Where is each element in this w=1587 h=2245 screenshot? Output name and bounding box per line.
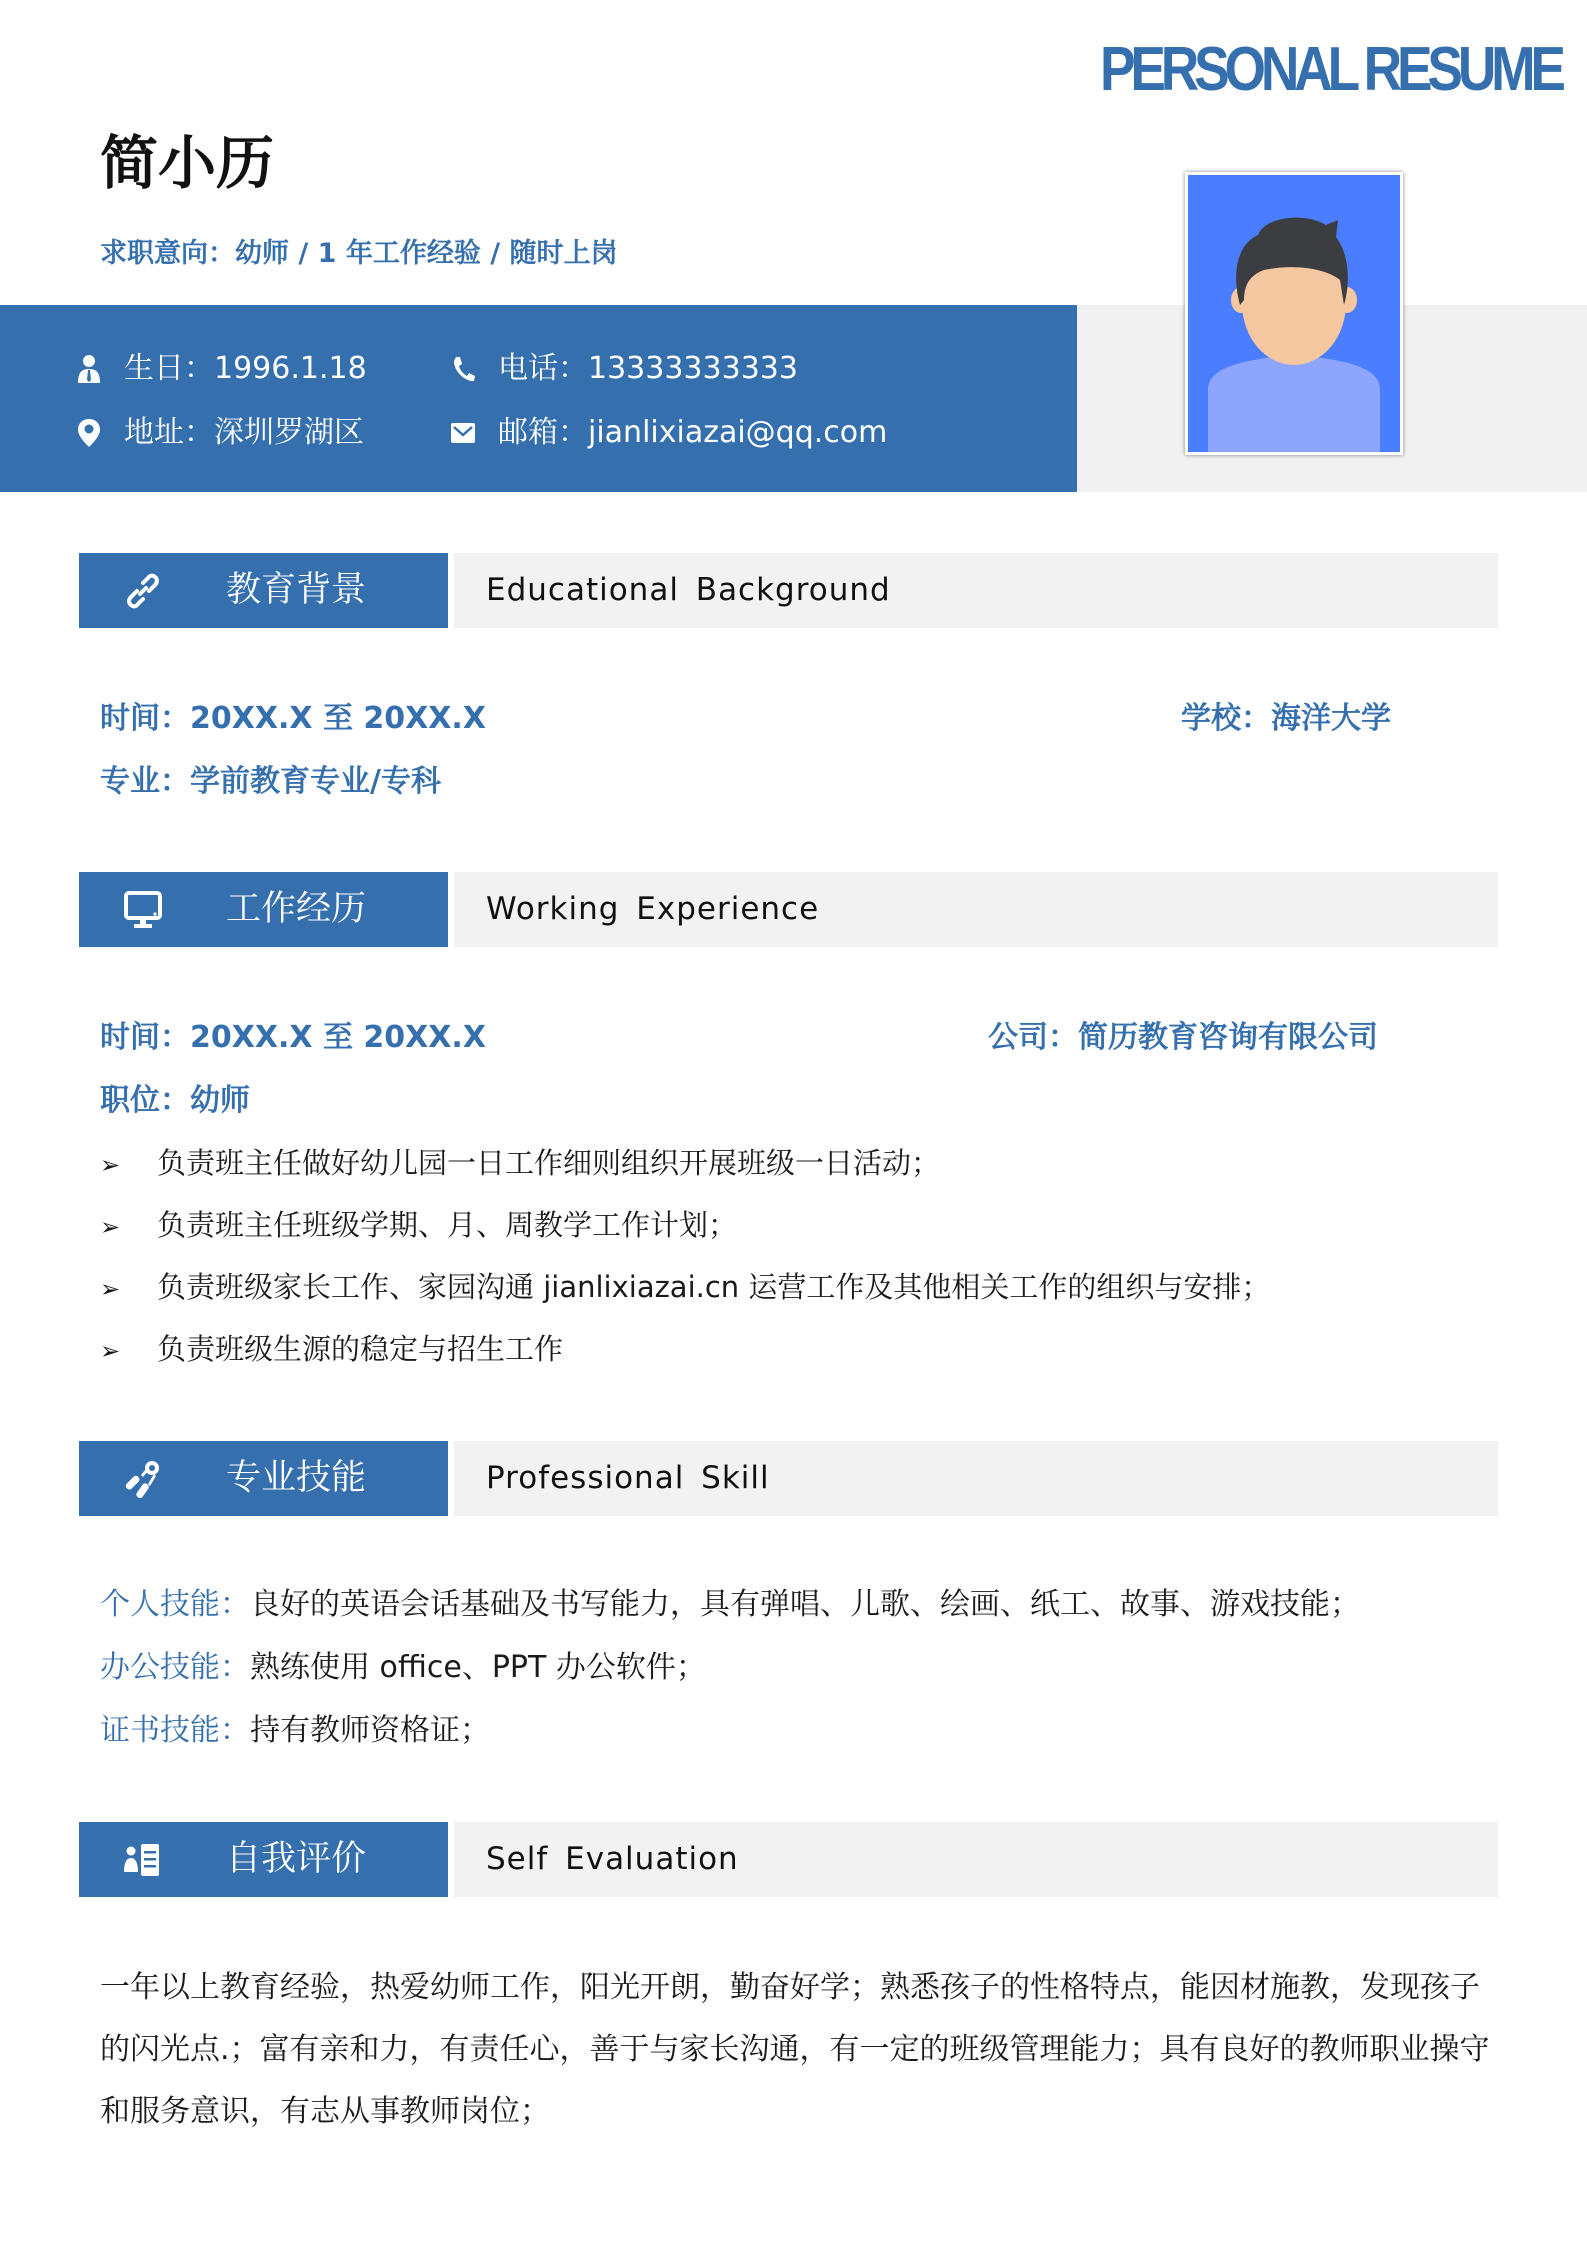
education-major: 专业：学前教育专业/专科 bbox=[100, 764, 441, 799]
email-label: 邮箱： bbox=[498, 415, 588, 450]
skill-item: 证书技能：持有教师资格证； bbox=[100, 1713, 490, 1748]
work-bullet: ➢ 负责班级家长工作、家园沟通 jianlixiazai.cn 运营工作及其他相关工作的组织与安排； bbox=[100, 1267, 1270, 1309]
education-title-cn: 教育背景 bbox=[226, 570, 367, 610]
arrow-bullet-icon: ➢ bbox=[100, 1213, 121, 1241]
work-title-cn: 工作经历 bbox=[226, 889, 367, 929]
work-bullet: ➢ 负责班主任班级学期、月、周教学工作计划； bbox=[100, 1205, 737, 1247]
address-label: 地址： bbox=[124, 415, 214, 450]
phone-icon bbox=[448, 354, 478, 384]
arrow-bullet-icon: ➢ bbox=[100, 1275, 121, 1303]
user-icon bbox=[74, 354, 104, 384]
job-intent: 求职意向：幼师 / 1 年工作经验 / 随时上岗 bbox=[100, 238, 618, 269]
section-header-skills bbox=[79, 1441, 1498, 1516]
skill-item: 办公技能：熟练使用 office、PPT 办公软件； bbox=[100, 1650, 706, 1685]
work-bullet: ➢ 负责班级生源的稳定与招生工作 bbox=[100, 1329, 563, 1371]
work-bullet: ➢ 负责班主任做好幼儿园一日工作细则组织开展班级一日活动； bbox=[100, 1143, 940, 1185]
work-company: 公司：简历教育咨询有限公司 bbox=[988, 1020, 1378, 1055]
section-header-education bbox=[79, 553, 1498, 628]
hand-grip-icon bbox=[123, 1459, 163, 1499]
section-header-work bbox=[79, 872, 1498, 947]
work-time: 时间：20XX.X 至 20XX.X bbox=[100, 1020, 486, 1055]
birthday-label: 生日： bbox=[124, 351, 214, 386]
address-value: 深圳罗湖区 bbox=[214, 415, 364, 450]
work-position: 职位：幼师 bbox=[100, 1083, 250, 1118]
education-school: 学校：海洋大学 bbox=[1181, 701, 1391, 736]
envelope-icon bbox=[448, 418, 478, 448]
skills-title-en: Professional Skill bbox=[486, 1460, 770, 1496]
email-value: jianlixiazai@qq.com bbox=[588, 415, 888, 450]
candidate-name: 简小历 bbox=[100, 129, 275, 197]
arrow-bullet-icon: ➢ bbox=[100, 1337, 121, 1365]
monitor-icon bbox=[123, 890, 163, 930]
contact-banner bbox=[0, 305, 1077, 492]
self-evaluation-text: 一年以上教育经验，热爱幼师工作，阳光开朗，勤奋好学；熟悉孩子的性格特点，能因材施教，发现孩子的闪光点.；富有亲和力，有责任心，善于与家长沟通，有一定的班级管理能力；具有良好的教师职业操守和服务意识，有志从事教师岗位； bbox=[100, 1970, 1490, 2129]
skill-item: 个人技能：良好的英语会话基础及书写能力，具有弹唱、儿歌、绘画、纸工、故事、游戏技能； bbox=[100, 1587, 1360, 1622]
phone-label: 电话： bbox=[498, 351, 588, 386]
skills-title-cn: 专业技能 bbox=[226, 1458, 367, 1498]
education-time: 时间：20XX.X 至 20XX.X bbox=[100, 701, 486, 736]
self-eval-title-cn: 自我评价 bbox=[226, 1839, 367, 1879]
email-item bbox=[448, 413, 887, 453]
arrow-bullet-icon: ➢ bbox=[100, 1151, 121, 1179]
location-pin-icon bbox=[74, 418, 104, 448]
work-title-en: Working Experience bbox=[486, 891, 820, 927]
education-title-en: Educational Background bbox=[486, 572, 891, 608]
self-eval-title-en: Self Evaluation bbox=[486, 1841, 739, 1877]
link-icon bbox=[123, 571, 163, 611]
profile-list-icon bbox=[123, 1840, 163, 1880]
birthday-item bbox=[74, 349, 367, 389]
profile-photo bbox=[1185, 172, 1403, 455]
phone-value: 13333333333 bbox=[588, 351, 798, 386]
avatar-icon bbox=[1188, 175, 1400, 452]
personal-resume-title: PERSONAL RESUME bbox=[1100, 35, 1561, 104]
phone-item bbox=[448, 349, 798, 389]
section-header-self-evaluation bbox=[79, 1822, 1498, 1897]
address-item bbox=[74, 413, 364, 453]
birthday-value: 1996.1.18 bbox=[214, 351, 367, 386]
